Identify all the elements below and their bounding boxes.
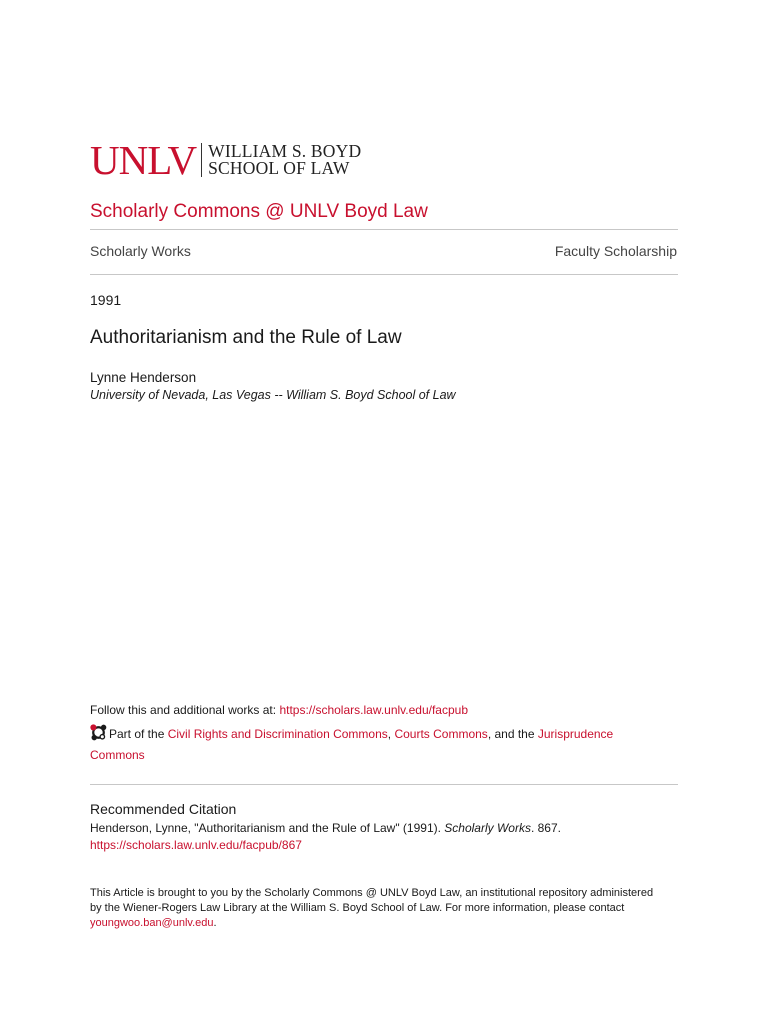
citation-main: Henderson, Lynne, "Authoritarianism and the Rule of Law" (1991). [90, 821, 445, 835]
commons-link-civil-rights[interactable]: Civil Rights and Discrimination Commons [167, 727, 388, 741]
divider [90, 229, 678, 230]
repository-link[interactable]: Scholarly Commons @ UNLV Boyd Law [90, 201, 428, 222]
repository-notice [90, 886, 690, 931]
notice-line-2: by the Wiener-Rogers Law Library at the William S. Boyd School of Law. For more information, please contact [90, 902, 625, 914]
follow-link[interactable]: https://scholars.law.unlv.edu/facpub [279, 703, 468, 717]
notice-line-1: This Article is brought to you by the Scholarly Commons @ UNLV Boyd Law, an institutional repository administered [90, 887, 654, 899]
commons-link-courts[interactable]: Courts Commons [394, 727, 488, 741]
logo-divider [201, 143, 202, 177]
part-of-prefix: Part of the [109, 727, 168, 741]
notice-line-3 [90, 916, 690, 931]
author-name: Lynne Henderson [90, 370, 197, 385]
logo-line-1: WILLIAM S. BOYD [208, 141, 362, 161]
unlv-law-logo [90, 137, 362, 183]
follow-line [90, 703, 468, 717]
contact-email-link[interactable]: youngwoo.ban@unlv.edu [90, 917, 214, 929]
collection-scholarly-works: Scholarly Works [90, 243, 191, 259]
author-affiliation: University of Nevada, Las Vegas -- William S. Boyd School of Law [90, 388, 456, 402]
part-of-separator: , [387, 727, 395, 741]
publication-year: 1991 [90, 292, 122, 308]
notice-end: . [213, 917, 217, 929]
divider [90, 784, 678, 785]
part-of-separator: , and the [487, 727, 538, 741]
citation-text [90, 821, 561, 835]
commons-link-jurisprudence[interactable]: Jurisprudence Commons [90, 727, 614, 762]
collection-faculty-scholarship: Faculty Scholarship [554, 243, 677, 259]
citation-journal: Scholarly Works [444, 821, 531, 835]
follow-label: Follow this and additional works at: [90, 703, 280, 717]
part-of-line [90, 724, 650, 766]
citation-heading: Recommended Citation [90, 801, 237, 817]
article-title: Authoritarianism and the Rule of Law [90, 327, 402, 348]
logo-mark: UNLV [90, 137, 197, 183]
logo-text [208, 143, 361, 177]
citation-number: . 867. [530, 821, 561, 835]
divider [90, 274, 678, 275]
logo-line-2: SCHOOL OF LAW [208, 158, 350, 178]
citation-link[interactable]: https://scholars.law.unlv.edu/facpub/867 [90, 838, 302, 852]
network-icon [90, 724, 107, 741]
